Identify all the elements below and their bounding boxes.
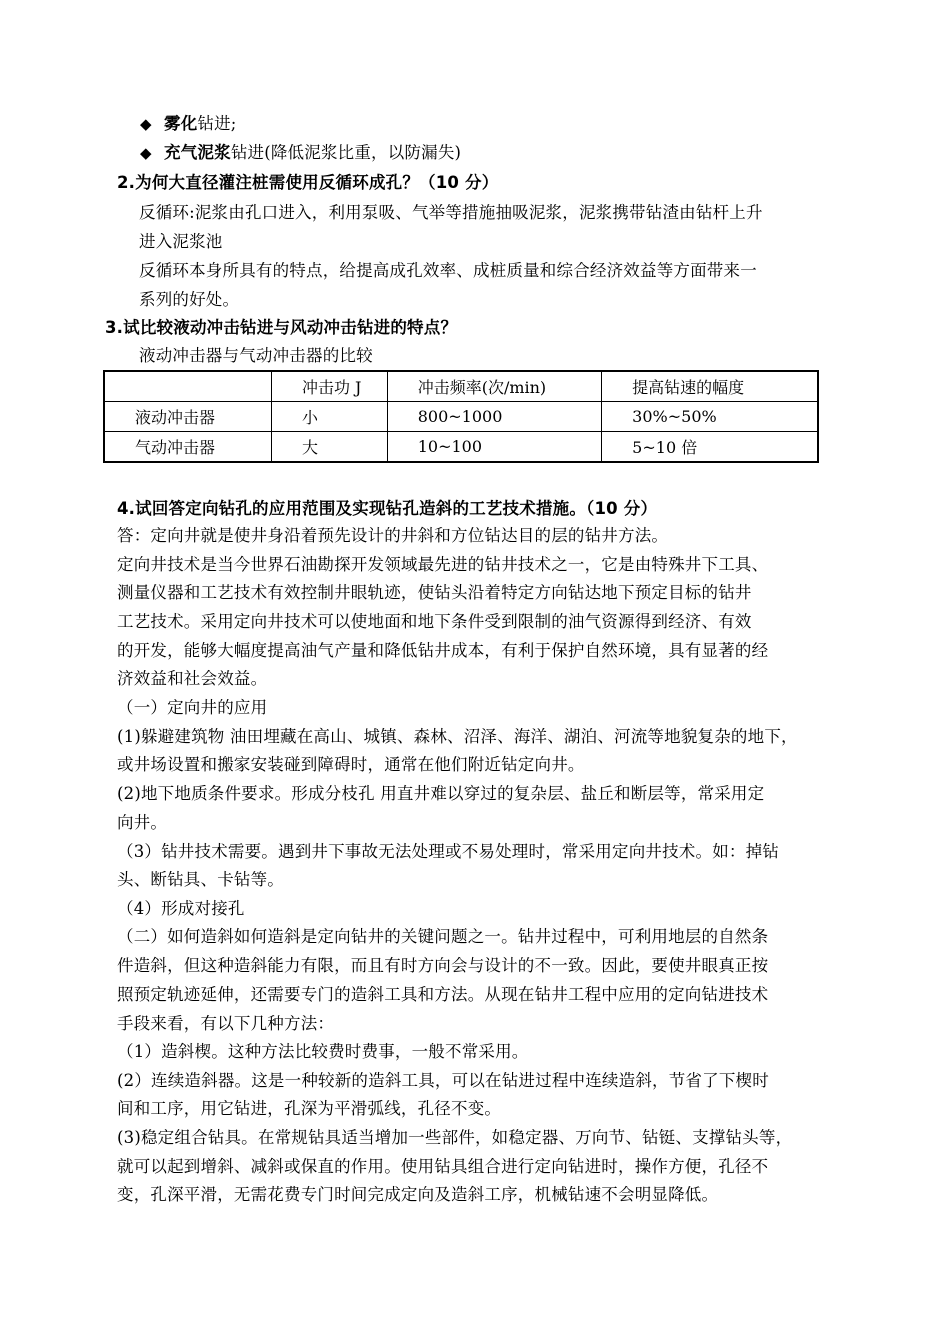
q2-line-1: 反循环:泥浆由孔口进入，利用泵吸、气举等措施抽吸泥浆，泥浆携带钻渣由钻杆上升 bbox=[139, 203, 763, 222]
q4-line-11: 向井。 bbox=[117, 813, 168, 832]
table-header-cell: 冲击频率(次/min) bbox=[387, 371, 601, 402]
table-cell: 气动冲击器 bbox=[104, 432, 271, 463]
q2-line-2: 进入泥浆池 bbox=[139, 232, 223, 251]
q4-line-17: 照预定轨迹延伸，还需要专门的造斜工具和方法。从现在钻井工程中应用的定向钻进技术 bbox=[117, 985, 769, 1004]
q4-line-7: （一）定向井的应用 bbox=[117, 698, 268, 717]
table-cell: 小 bbox=[271, 402, 387, 432]
table-cell: 大 bbox=[271, 432, 387, 463]
table-header-cell: 冲击功 J bbox=[271, 371, 387, 402]
q4-line-8: (1)躲避建筑物 油田埋藏在高山、城镇、森林、沼泽、海洋、湖泊、河流等地貌复杂的地下， bbox=[117, 727, 798, 746]
bullet-bold-text: 雾化 bbox=[164, 114, 198, 133]
q4-line-9: 或井场设置和搬家安装碰到障碍时，通常在他们附近钻定向井。 bbox=[117, 755, 585, 774]
question-2-heading: 2.为何大直径灌注桩需使用反循环成孔？（10 分） bbox=[117, 173, 499, 192]
q4-line-18: 手段来看，有以下几种方法： bbox=[117, 1014, 335, 1033]
table-cell: 10~100 bbox=[387, 432, 601, 463]
table-row bbox=[104, 402, 818, 432]
bullet-text: 钻进; bbox=[197, 114, 237, 133]
question-4-heading: 4.试回答定向钻孔的应用范围及实现钻孔造斜的工艺技术措施。（10 分） bbox=[117, 499, 658, 518]
q4-line-6: 济效益和社会效益。 bbox=[117, 669, 268, 688]
q4-line-13: 头、断钻具、卡钻等。 bbox=[117, 870, 284, 889]
table-cell: 5~10 倍 bbox=[602, 432, 818, 463]
table-row bbox=[104, 432, 818, 463]
q4-line-14: （4）形成对接孔 bbox=[117, 899, 245, 918]
q4-line-10: (2)地下地质条件要求。形成分枝孔 用直井难以穿过的复杂层、盐丘和断层等，常采用定 bbox=[117, 784, 765, 803]
q4-line-12: （3）钻井技术需要。遇到井下事故无法处理或不易处理时，常采用定向井技术。如：掉钻 bbox=[117, 842, 779, 861]
q4-line-4: 工艺技术。采用定向井技术可以使地面和地下条件受到限制的油气资源得到经济、有效 bbox=[117, 612, 752, 631]
bullet-item-atomization bbox=[140, 112, 237, 136]
table-cell: 30%~50% bbox=[602, 402, 818, 432]
q4-line-5: 的开发，能够大幅度提高油气产量和降低钻井成本，有利于保护自然环境，具有显著的经 bbox=[117, 641, 769, 660]
q2-line-4: 系列的好处。 bbox=[139, 290, 240, 309]
q4-line-21: 间和工序，用它钻进，孔深为平滑弧线，孔径不变。 bbox=[117, 1099, 502, 1118]
q4-line-22: (3)稳定组合钻具。在常规钻具适当增加一些部件，如稳定器、万向节、钻铤、支撑钻头等， bbox=[117, 1128, 793, 1147]
diamond-bullet-icon: ◆ bbox=[140, 144, 152, 162]
q4-line-1: 答：定向井就是使井身沿着预先设计的井斜和方位钻达目的层的钻井方法。 bbox=[117, 526, 669, 545]
q4-line-16: 件造斜，但这种造斜能力有限，而且有时方向会与设计的不一致。因此，要使井眼真正按 bbox=[117, 956, 769, 975]
q4-line-19: （1）造斜楔。这种方法比较费时费事，一般不常采用。 bbox=[117, 1042, 529, 1061]
q4-line-20: (2）连续造斜器。这是一种较新的造斜工具，可以在钻进过程中连续造斜，节省了下楔时 bbox=[117, 1071, 769, 1090]
q4-line-24: 变，孔深平滑，无需花费专门时间完成定向及造斜工序，机械钻速不会明显降低。 bbox=[117, 1185, 719, 1204]
table-header-cell bbox=[104, 371, 271, 402]
diamond-bullet-icon: ◆ bbox=[140, 115, 152, 133]
table-cell: 液动冲击器 bbox=[104, 402, 271, 432]
question-3-heading: 3.试比较液动冲击钻进与风动冲击钻进的特点？ bbox=[105, 318, 458, 337]
table-header-row bbox=[104, 371, 818, 402]
q2-line-3: 反循环本身所具有的特点，给提高成孔效率、成桩质量和综合经济效益等方面带来一 bbox=[139, 261, 757, 280]
bullet-item-aerated-mud bbox=[140, 141, 461, 165]
table-header-cell: 提高钻速的幅度 bbox=[602, 371, 818, 402]
q4-line-2: 定向井技术是当今世界石油勘探开发领域最先进的钻井技术之一，它是由特殊井下工具、 bbox=[117, 555, 769, 574]
q4-line-23: 就可以起到增斜、减斜或保直的作用。使用钻具组合进行定向钻进时，操作方便，孔径不 bbox=[117, 1157, 769, 1176]
comparison-table bbox=[103, 370, 819, 463]
table-cell: 800~1000 bbox=[387, 402, 601, 432]
bullet-bold-text: 充气泥浆 bbox=[164, 143, 231, 162]
bullet-text: 钻进(降低泥浆比重，以防漏失) bbox=[230, 143, 462, 162]
q4-line-15: （二）如何造斜如何造斜是定向钻井的关键问题之一。钻井过程中，可利用地层的自然条 bbox=[117, 927, 769, 946]
table-caption: 液动冲击器与气动冲击器的比较 bbox=[139, 346, 373, 365]
q4-line-3: 测量仪器和工艺技术有效控制井眼轨迹，使钻头沿着特定方向钻达地下预定目标的钻井 bbox=[117, 583, 752, 602]
